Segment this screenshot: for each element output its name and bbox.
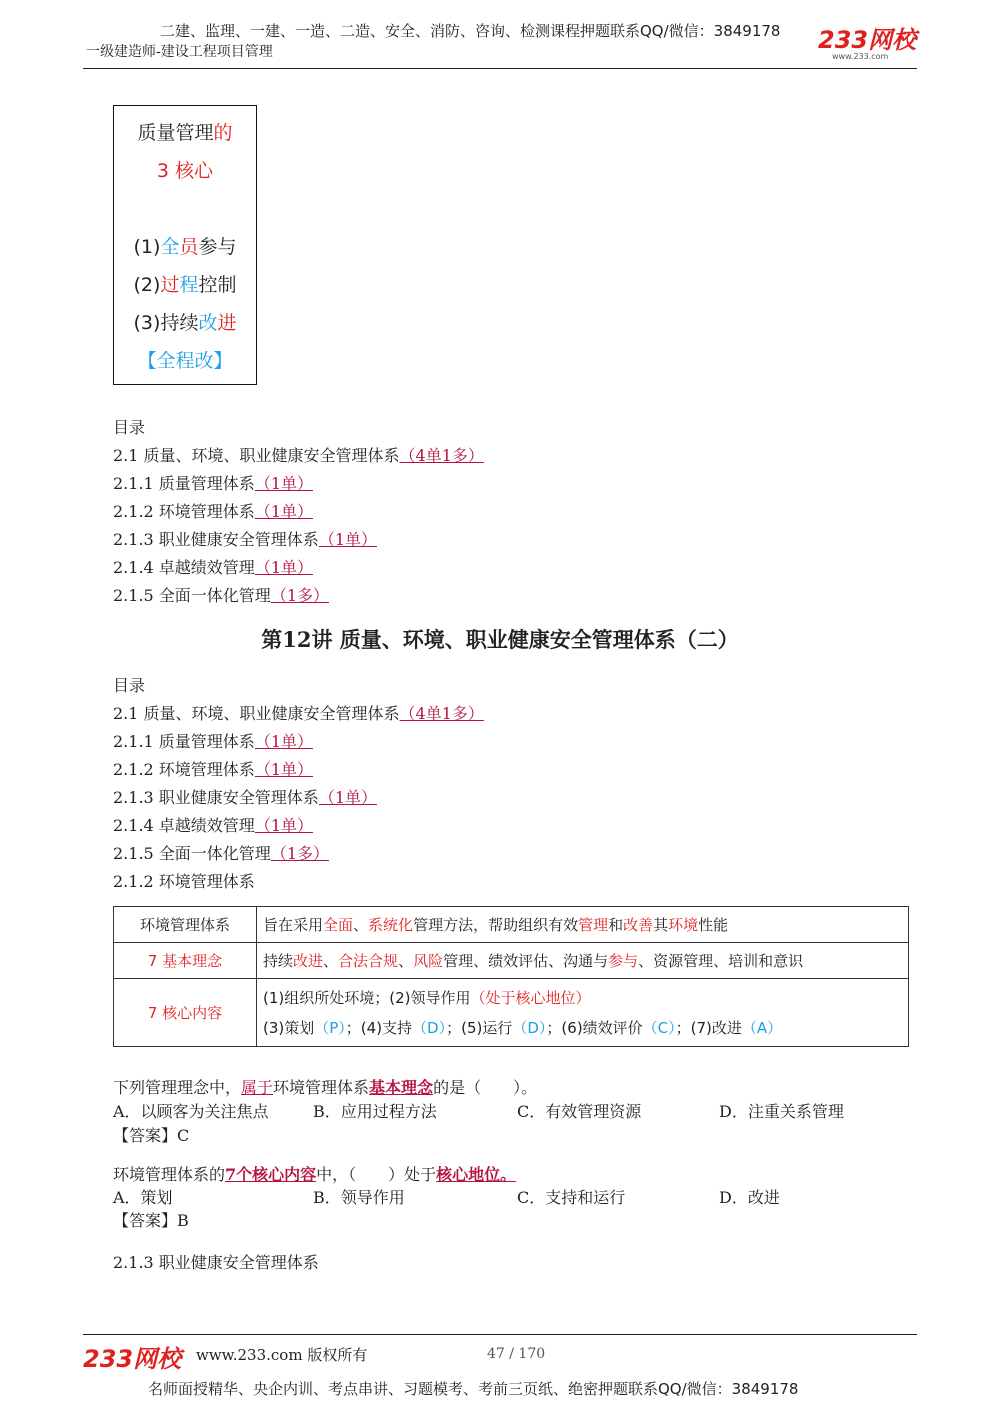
question-1-answer: 【答案】C — [113, 1126, 190, 1145]
table-row — [114, 943, 909, 979]
toc-item: 2.1.1 质量管理体系（1单） — [113, 732, 313, 751]
toc-item: 2.1.3 职业健康安全管理体系（1单） — [113, 788, 377, 807]
header-subtitle: 一级建造师-建设工程项目管理 — [86, 44, 273, 60]
table-row — [114, 907, 909, 943]
env-management-table — [113, 906, 909, 1047]
box-item-3: (3)持续改进 — [133, 312, 237, 334]
table-row — [114, 979, 909, 1047]
table-cell-head: 7 核心内容 — [114, 979, 257, 1047]
footer-logo: 233网校 — [83, 1345, 182, 1373]
header-promo: 二建、监理、一建、一造、二造、安全、消防、咨询、检测课程押题联系QQ/微信：3849178 — [160, 22, 781, 40]
quality-core-box — [113, 105, 257, 385]
toc-item: 2.1.4 卓越绩效管理（1单） — [113, 558, 313, 577]
box-item-1: (1)全员参与 — [133, 236, 237, 258]
box-mnemonic: 【全程改】 — [137, 350, 233, 372]
box-title: 质量管理 — [137, 122, 214, 144]
lecture-title: 第12讲 质量、环境、职业健康安全管理体系（二） — [261, 627, 739, 652]
question-1-stem: 下列管理理念中，属于环境管理体系基本理念的是（ ）。 — [113, 1078, 538, 1097]
page-number: 47 / 170 — [487, 1346, 546, 1362]
table-cell-head: 7 基本理念 — [114, 943, 257, 979]
toc-item: 2.1.2 环境管理体系（1单） — [113, 760, 313, 779]
question-2-stem: 环境管理体系的7个核心内容中，（ ）处于核心地位。 — [113, 1165, 517, 1184]
question-2-answer: 【答案】B — [113, 1211, 189, 1230]
footer-copyright: www.233.com 版权所有 — [196, 1346, 368, 1364]
section-heading-next: 2.1.3 职业健康安全管理体系 — [113, 1253, 319, 1272]
toc-heading: 目录 — [113, 676, 146, 695]
box-subtitle: 3 核心 — [156, 160, 214, 182]
header-divider — [83, 68, 917, 69]
section-heading: 2.1.2 环境管理体系 — [113, 872, 255, 891]
toc-item: 2.1.4 卓越绩效管理（1单） — [113, 816, 313, 835]
header-logo — [818, 28, 916, 61]
table-cell: (1)组织所处环境；(2)领导作用（处于核心地位） (3)策划（P）；(4)支持（D）；(5)运行（D）；(6)绩效评价（C）；(7)改进（A） — [257, 979, 909, 1047]
toc-item: 2.1.1 质量管理体系（1单） — [113, 474, 313, 493]
footer-promo: 名师面授精华、央企内训、考点串讲、习题模考、考前三页纸、绝密押题联系QQ/微信：3849178 — [148, 1380, 799, 1398]
toc-1 — [113, 414, 484, 610]
toc-item: 2.1.5 全面一体化管理（1多） — [113, 844, 329, 863]
toc-item: 2.1 质量、环境、职业健康安全管理体系（4单1多） — [113, 446, 484, 465]
toc-item: 2.1.5 全面一体化管理（1多） — [113, 586, 329, 605]
option-c: C．支持和运行 — [517, 1188, 626, 1207]
box-item-2: (2)过程控制 — [133, 274, 237, 296]
toc-heading: 目录 — [113, 418, 146, 437]
option-b: B．领导作用 — [313, 1188, 405, 1207]
header-logo-url: www.233.com — [832, 52, 889, 61]
table-cell: 旨在采用全面、系统化管理方法，帮助组织有效管理和改善其环境性能 — [257, 907, 909, 943]
table-cell-head: 环境管理体系 — [114, 907, 257, 943]
table-cell: 持续改进、合法合规、风险管理、绩效评估、沟通与参与、资源管理、培训和意识 — [257, 943, 909, 979]
option-d: D．注重关系管理 — [719, 1102, 844, 1121]
option-d: D．改进 — [719, 1188, 780, 1207]
box-title-suffix: 的 — [213, 122, 233, 144]
toc-item: 2.1 质量、环境、职业健康安全管理体系（4单1多） — [113, 704, 484, 723]
footer-divider — [83, 1334, 917, 1335]
header-logo-text: 233网校 — [818, 26, 917, 54]
option-c: C．有效管理资源 — [517, 1102, 642, 1121]
toc-2 — [113, 672, 484, 896]
toc-item: 2.1.2 环境管理体系（1单） — [113, 502, 313, 521]
toc-item: 2.1.3 职业健康安全管理体系（1单） — [113, 530, 377, 549]
option-a: A．以顾客为关注焦点 — [113, 1102, 269, 1121]
option-b: B．应用过程方法 — [313, 1102, 437, 1121]
option-a: A．策划 — [113, 1188, 173, 1207]
